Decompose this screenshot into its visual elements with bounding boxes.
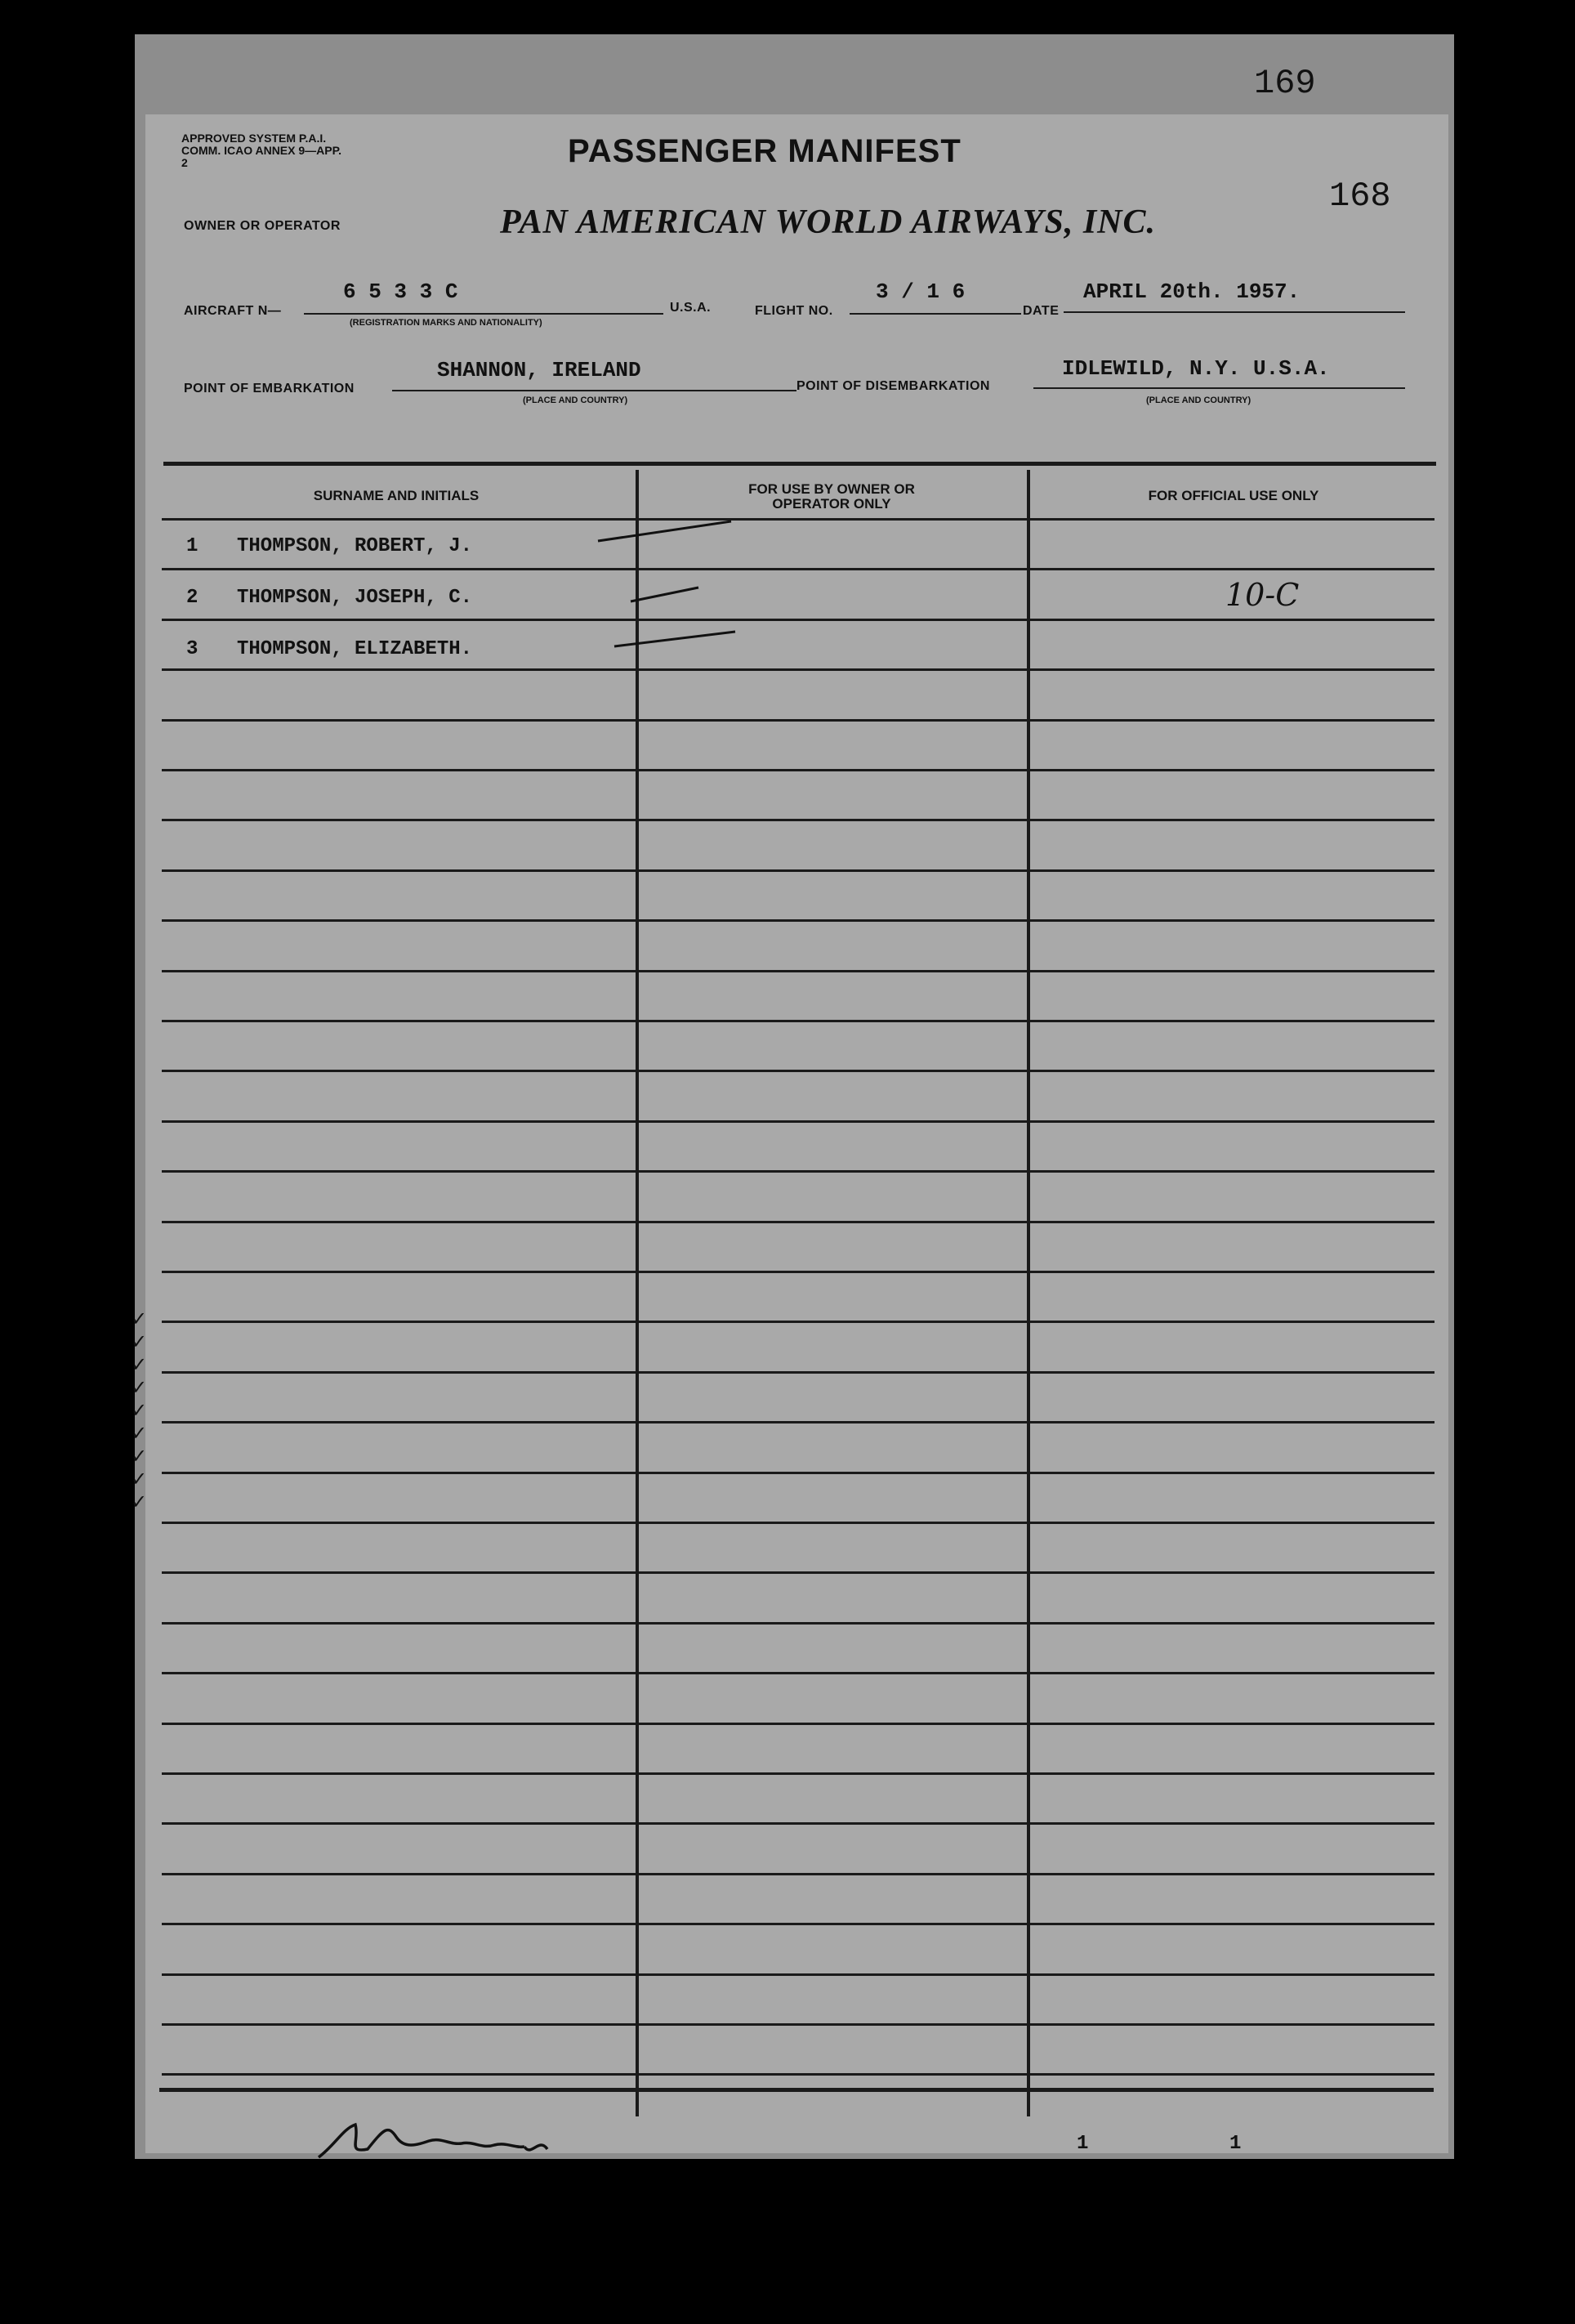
table-row-rule xyxy=(162,1271,1434,1273)
table-row-rule xyxy=(162,619,1434,621)
flight-number: 3 / 1 6 xyxy=(876,279,966,304)
date-underline xyxy=(1064,311,1405,313)
table-row-rule xyxy=(162,1873,1434,1875)
operator-name: PAN AMERICAN WORLD AIRWAYS, INC. xyxy=(500,203,1157,241)
margin-check-marks: ✓ ✓ ✓ ✓ ✓ ✓ ✓ ✓ ✓ xyxy=(131,1307,148,1513)
passenger-number: 1 xyxy=(186,535,199,557)
footer-count-1: 1 xyxy=(1077,2133,1089,2155)
official-note: 10-C xyxy=(1225,577,1300,613)
table-row-rule xyxy=(162,1020,1434,1022)
column-header-surname: SURNAME AND INITIALS xyxy=(313,488,480,503)
embarkation-label: POINT OF EMBARKATION xyxy=(184,382,355,396)
table-row-rule xyxy=(162,568,1434,570)
pen-marks xyxy=(588,507,752,654)
table-row-rule xyxy=(162,1221,1434,1223)
table-row-rule xyxy=(162,970,1434,972)
column-header-official-use: FOR OFFICIAL USE ONLY xyxy=(1148,488,1319,503)
back-page-number: 169 xyxy=(1254,64,1316,103)
table-row-rule xyxy=(162,518,1434,521)
table-row-rule xyxy=(162,1421,1434,1423)
table-row-rule xyxy=(162,819,1434,821)
table-row-rule xyxy=(162,719,1434,722)
table-row-rule xyxy=(162,1070,1434,1072)
aircraft-sublabel: (REGISTRATION MARKS AND NATIONALITY) xyxy=(350,318,542,328)
flight-date: APRIL 20th. 1957. xyxy=(1083,279,1301,304)
table-row-rule xyxy=(162,1371,1434,1374)
table-bottom-rule xyxy=(159,2088,1434,2092)
manifest-title: PASSENGER MANIFEST xyxy=(568,133,962,169)
column-divider-2 xyxy=(1027,470,1030,2116)
table-row-rule xyxy=(162,1822,1434,1825)
column-header-owner-use: FOR USE BY OWNER OR OPERATOR ONLY xyxy=(748,481,915,512)
embarkation-sublabel: (PLACE AND COUNTRY) xyxy=(523,396,628,405)
manifest-sheet xyxy=(145,114,1448,2153)
table-top-rule xyxy=(163,462,1436,466)
table-row-rule xyxy=(162,2073,1434,2076)
footer-count-2: 1 xyxy=(1229,2133,1242,2155)
column-divider-1 xyxy=(636,470,639,2116)
disembarkation-underline xyxy=(1033,387,1405,389)
passenger-number: 2 xyxy=(186,587,199,609)
table-row-rule xyxy=(162,1923,1434,1925)
aircraft-underline xyxy=(304,313,663,315)
embarkation-underline xyxy=(392,390,796,391)
owner-label: OWNER OR OPERATOR xyxy=(184,219,341,233)
signature xyxy=(310,2112,572,2170)
approved-note: APPROVED SYSTEM P.A.I. COMM. ICAO ANNEX 9—APP. 2 xyxy=(181,132,342,169)
table-row-rule xyxy=(162,1472,1434,1474)
table-row-rule xyxy=(162,1772,1434,1775)
embarkation-place: SHANNON, IRELAND xyxy=(437,358,641,382)
table-row-rule xyxy=(162,2023,1434,2026)
table-row-rule xyxy=(162,1120,1434,1123)
table-row-rule xyxy=(162,668,1434,671)
table-row-rule xyxy=(162,869,1434,872)
flight-underline xyxy=(850,313,1021,315)
flight-label: FLIGHT NO. xyxy=(755,304,833,318)
table-row-rule xyxy=(162,1170,1434,1173)
front-page-number: 168 xyxy=(1329,177,1391,216)
table-row-rule xyxy=(162,1672,1434,1674)
disembarkation-label: POINT OF DISEMBARKATION xyxy=(796,379,990,393)
table-row-rule xyxy=(162,1973,1434,1976)
disembarkation-sublabel: (PLACE AND COUNTRY) xyxy=(1146,396,1252,405)
disembarkation-place: IDLEWILD, N.Y. U.S.A. xyxy=(1062,356,1330,381)
table-row-rule xyxy=(162,1571,1434,1574)
aircraft-label: AIRCRAFT N— xyxy=(184,304,282,318)
passenger-name: THOMPSON, ROBERT, J. xyxy=(237,535,473,557)
table-row-rule xyxy=(162,1723,1434,1725)
table-row-rule xyxy=(162,1622,1434,1625)
usa-label: U.S.A. xyxy=(670,301,712,315)
table-row-rule xyxy=(162,919,1434,922)
table-row-rule xyxy=(162,769,1434,771)
passenger-number: 3 xyxy=(186,638,199,660)
passenger-name: THOMPSON, ELIZABETH. xyxy=(237,638,473,660)
date-label: DATE xyxy=(1023,304,1060,318)
table-row-rule xyxy=(162,1321,1434,1323)
aircraft-number: 6 5 3 3 C xyxy=(343,279,458,304)
table-row-rule xyxy=(162,1522,1434,1524)
passenger-name: THOMPSON, JOSEPH, C. xyxy=(237,587,473,609)
